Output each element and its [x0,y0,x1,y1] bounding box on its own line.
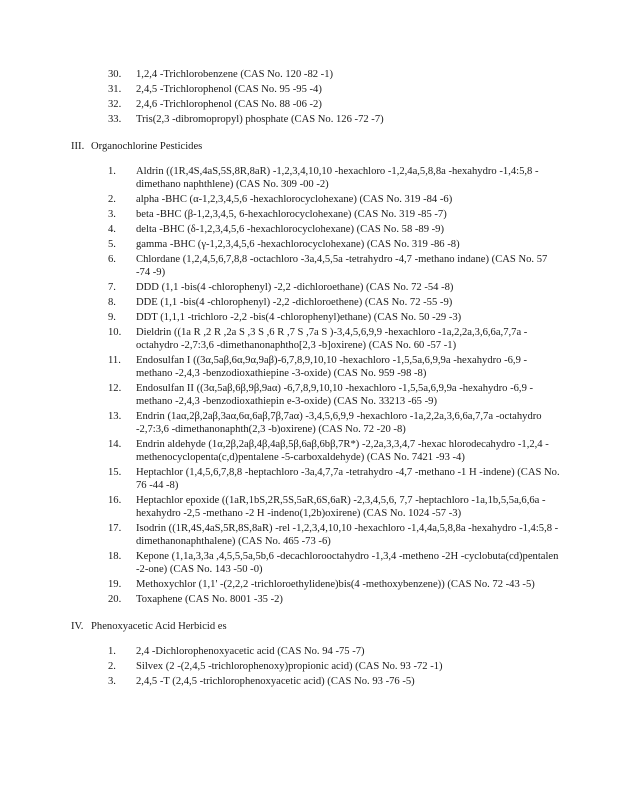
list-item: 1. 2,4 -Dichlorophenoxyacetic acid (CAS No. 94 -75 -7) [108,646,365,657]
list-item: 16. Heptachlor epoxide ((1aR,1bS,2R,5S,5aR,6S,6aR) -2,3,4,5,6, 7,7 -heptachloro -1a,1b,5,5a,6,6a -hexahydro -2,5 -methano -2 H -indeno(1,2b)oxirene) (CAS No. 1024 -57 -3) [108,495,546,519]
list-item: 8. DDE (1,1 -bis(4 -chlorophenyl) -2,2 -dichloroethene) (CAS No. 72 -55 -9) [108,297,453,308]
list-item: 33. Tris(2,3 -dibromopropyl) phosphate (CAS No. 126 -72 -7) [108,114,384,125]
list-item: 3. 2,4,5 -T (2,4,5 -trichlorophenoxyacetic acid) (CAS No. 93 -76 -5) [108,676,415,687]
item-text: Endrin aldehyde (1α,2β,2aβ,4β,4aβ,5β,6aβ,6bβ,7R*) -2,2a,3,3,4,7 -hexac hlorodecahydro -1,2,4 -methenocyclopenta(c,d)pentalene -5-carboxaldehyde) (CAS No. 7421 -93 -4) [136,439,549,463]
item-text: Silvex (2 -(2,4,5 -trichlorophenoxy)propionic acid) (CAS No. 93 -72 -1) [136,661,443,672]
item-text: Endosulfan I ((3α,5aβ,6α,9α,9aβ)-6,7,8,9,10,10 -hexachloro -1,5,5a,6,9,9a -hexahydro -6,9 -methano -2,4,3 -benzodioxathiepine -3-oxide) (CAS No. 959 -98 -8) [136,355,528,379]
phenoxyacetic-list [0,645,618,688]
section-heading-organochlorine: III. Organochlorine Pesticides [71,141,203,152]
item-text: Methoxychlor (1,1' -(2,2,2 -trichloroethylidene)bis(4 -methoxybenzene)) (CAS No. 72 -43 -5) [136,579,535,590]
item-text: 2,4 -Dichlorophenoxyacetic acid (CAS No. 94 -75 -7) [136,646,365,657]
item-text: DDD (1,1 -bis(4 -chlorophenyl) -2,2 -dichloroethane) (CAS No. 72 -54 -8) [136,282,454,293]
item-text: Dieldrin ((1a R ,2 R ,2a S ,3 S ,6 R ,7 S ,7a S )-3,4,5,6,9,9 -hexachloro -1a,2,2a,3,6,6a,7,7a -octahydro -2,7:3,6 -dimethanonaphtho[2,3 -b]oxirene) (CAS No. 60 -57 -1) [136,327,528,351]
list-item: 18. Kepone (1,1a,3,3a ,4,5,5,5a,5b,6 -decachlorooctahydro -1,3,4 -metheno -2H -cyclobuta(cd)pentalen -2-one) (CAS No. 143 -50 -0) [108,551,559,575]
item-text: delta -BHC (δ-1,2,3,4,5,6 -hexachlorocyclohexane) (CAS No. 58 -89 -9) [136,224,445,235]
list-item: 3. beta -BHC (β-1,2,3,4,5, 6-hexachlorocyclohexane) (CAS No. 319 -85 -7) [108,209,447,220]
list-item: 7. DDD (1,1 -bis(4 -chlorophenyl) -2,2 -dichloroethane) (CAS No. 72 -54 -8) [108,282,454,293]
list-item: 5. gamma -BHC (γ-1,2,3,4,5,6 -hexachlorocyclohexane) (CAS No. 319 -86 -8) [108,239,460,250]
list-item: 13. Endrin (1aα,2β,2aβ,3aα,6α,6aβ,7β,7aα) -3,4,5,6,9,9 -hexachloro -1a,2,2a,3,6,6a,7,7a -octahydro -2,7:3,6 -dimethanonaphth(2,3 -b)oxirene) (CAS No. 72 -20 -8) [108,411,542,435]
item-text: 2,4,6 -Trichlorophenol (CAS No. 88 -06 -2) [136,99,322,110]
item-text: Isodrin ((1R,4S,4aS,5R,8S,8aR) -rel -1,2,3,4,10,10 -hexachloro -1,4,4a,5,8,8a -hexahydro -1,4:5,8 -dimethanonaphthalene) (CAS No. 465 -73 -6) [136,523,559,547]
list-item: 32. 2,4,6 -Trichlorophenol (CAS No. 88 -06 -2) [108,99,322,110]
item-text: gamma -BHC (γ-1,2,3,4,5,6 -hexachlorocyclohexane) (CAS No. 319 -86 -8) [136,239,460,250]
section-title: Phenoxyacetic Acid Herbicid es [91,621,227,632]
item-text: Tris(2,3 -dibromopropyl) phosphate (CAS No. 126 -72 -7) [136,114,384,125]
item-text: 2,4,5 -Trichlorophenol (CAS No. 95 -95 -4) [136,84,322,95]
item-text: Endrin (1aα,2β,2aβ,3aα,6α,6aβ,7β,7aα) -3,4,5,6,9,9 -hexachloro -1a,2,2a,3,6,6a,7,7a -octahydro -2,7:3,6 -dimethanonaphth(2,3 -b)oxirene) (CAS No. 72 -20 -8) [136,411,542,435]
item-text: beta -BHC (β-1,2,3,4,5, 6-hexachlorocyclohexane) (CAS No. 319 -85 -7) [136,209,447,220]
item-text: Chlordane (1,2,4,5,6,7,8,8 -octachloro -3a,4,5,5a -tetrahydro -4,7 -methano indane) (CAS No. 57 -74 -9) [136,254,548,278]
list-item: 30. 1,2,4 -Trichlorobenzene (CAS No. 120 -82 -1) [108,69,334,80]
item-text: alpha -BHC (α-1,2,3,4,5,6 -hexachlorocyclohexane) (CAS No. 319 -84 -6) [136,194,453,205]
section-title: Organochlorine Pesticides [91,141,203,152]
list-item: 2. alpha -BHC (α-1,2,3,4,5,6 -hexachlorocyclohexane) (CAS No. 319 -84 -6) [108,194,453,205]
section-heading-phenoxyacetic: IV. Phenoxyacetic Acid Herbicid es [71,621,227,632]
list-item: 6. Chlordane (1,2,4,5,6,7,8,8 -octachloro -3a,4,5,5a -tetrahydro -4,7 -methano indane) (CAS No. 57 -74 -9) [108,254,548,278]
item-text: DDE (1,1 -bis(4 -chlorophenyl) -2,2 -dichloroethene) (CAS No. 72 -55 -9) [136,297,453,308]
list-item: 19. Methoxychlor (1,1' -(2,2,2 -trichloroethylidene)bis(4 -methoxybenzene)) (CAS No. 72 -43 -5) [108,579,535,590]
list-item: 20. Toxaphene (CAS No. 8001 -35 -2) [108,594,283,605]
item-text: 1,2,4 -Trichlorobenzene (CAS No. 120 -82 -1) [136,69,334,80]
list-item: 17. Isodrin ((1R,4S,4aS,5R,8S,8aR) -rel -1,2,3,4,10,10 -hexachloro -1,4,4a,5,8,8a -hexahydro -1,4:5,8 -dimethanonaphthalene) (CAS No. 465 -73 -6) [108,523,559,547]
item-text: DDT (1,1,1 -trichloro -2,2 -bis(4 -chlorophenyl)ethane) (CAS No. 50 -29 -3) [136,312,462,323]
list-item: 1. Aldrin ((1R,4S,4aS,5S,8R,8aR) -1,2,3,4,10,10 -hexachloro -1,2,4a,5,8,8a -hexahydro -1,4:5,8 -dimethano naphthlene) (CAS No. 309 -00 -2) [108,166,539,190]
item-text: Heptachlor (1,4,5,6,7,8,8 -heptachloro -3a,4,7,7a -tetrahydro -4,7 -methano -1 H -indene) (CAS No. 76 -44 -8) [136,467,560,491]
list-item: 9. DDT (1,1,1 -trichloro -2,2 -bis(4 -chlorophenyl)ethane) (CAS No. 50 -29 -3) [108,312,462,323]
list-item: 14. Endrin aldehyde (1α,2β,2aβ,4β,4aβ,5β,6aβ,6bβ,7R*) -2,2a,3,3,4,7 -hexac hlorodecahydro -1,2,4 -methenocyclopenta(c,d)pentalene -5-carboxaldehyde) (CAS No. 7421 -93 -4) [108,439,549,463]
item-text: Kepone (1,1a,3,3a ,4,5,5,5a,5b,6 -decachlorooctahydro -1,3,4 -metheno -2H -cyclobuta(cd)pentalen -2-one) (CAS No. 143 -50 -0) [136,551,559,575]
item-text: Aldrin ((1R,4S,4aS,5S,8R,8aR) -1,2,3,4,10,10 -hexachloro -1,2,4a,5,8,8a -hexahydro -1,4:5,8 -dimethano naphthlene) (CAS No. 309 -00 -2) [136,166,539,190]
item-text: Endosulfan II ((3α,5aβ,6β,9β,9aα) -6,7,8,9,10,10 -hexachloro -1,5,5a,6,9,9a -hexahydro -6,9 -methano -2,4,3 -benzodioxathiepin e-3-oxide) (CAS No. 33213 -65 -9) [136,383,534,407]
item-text: Heptachlor epoxide ((1aR,1bS,2R,5S,5aR,6S,6aR) -2,3,4,5,6, 7,7 -heptachloro -1a,1b,5,5a,6,6a -hexahydro -2,5 -methano -2 H -indeno(1,2b)oxirene) (CAS No. 1024 -57 -3) [136,495,546,519]
list-item: 31. 2,4,5 -Trichlorophenol (CAS No. 95 -95 -4) [108,84,322,95]
list-item: 12. Endosulfan II ((3α,5aβ,6β,9β,9aα) -6,7,8,9,10,10 -hexachloro -1,5,5a,6,9,9a -hexahydro -6,9 -methano -2,4,3 -benzodioxathiepin e-3-oxide) (CAS No. 33213 -65 -9) [108,383,534,407]
continued-list [0,68,618,126]
item-text: 2,4,5 -T (2,4,5 -trichlorophenoxyacetic acid) (CAS No. 93 -76 -5) [136,676,415,687]
document-page [0,68,618,690]
list-item: 4. delta -BHC (δ-1,2,3,4,5,6 -hexachlorocyclohexane) (CAS No. 58 -89 -9) [108,224,445,235]
list-item: 15. Heptachlor (1,4,5,6,7,8,8 -heptachloro -3a,4,7,7a -tetrahydro -4,7 -methano -1 H -indene) (CAS No. 76 -44 -8) [108,467,560,491]
list-item: 10. Dieldrin ((1a R ,2 R ,2a S ,3 S ,6 R ,7 S ,7a S )-3,4,5,6,9,9 -hexachloro -1a,2,2a,3,6,6a,7,7a -octahydro -2,7:3,6 -dimethanonaphtho[2,3 -b]oxirene) (CAS No. 60 -57 -1) [108,327,528,351]
item-text: Toxaphene (CAS No. 8001 -35 -2) [136,594,283,605]
list-item: 11. Endosulfan I ((3α,5aβ,6α,9α,9aβ)-6,7,8,9,10,10 -hexachloro -1,5,5a,6,9,9a -hexahydro -6,9 -methano -2,4,3 -benzodioxathiepine -3-oxide) (CAS No. 959 -98 -8) [108,355,528,379]
organochlorine-list [0,165,618,606]
list-item: 2. Silvex (2 -(2,4,5 -trichlorophenoxy)propionic acid) (CAS No. 93 -72 -1) [108,661,443,672]
